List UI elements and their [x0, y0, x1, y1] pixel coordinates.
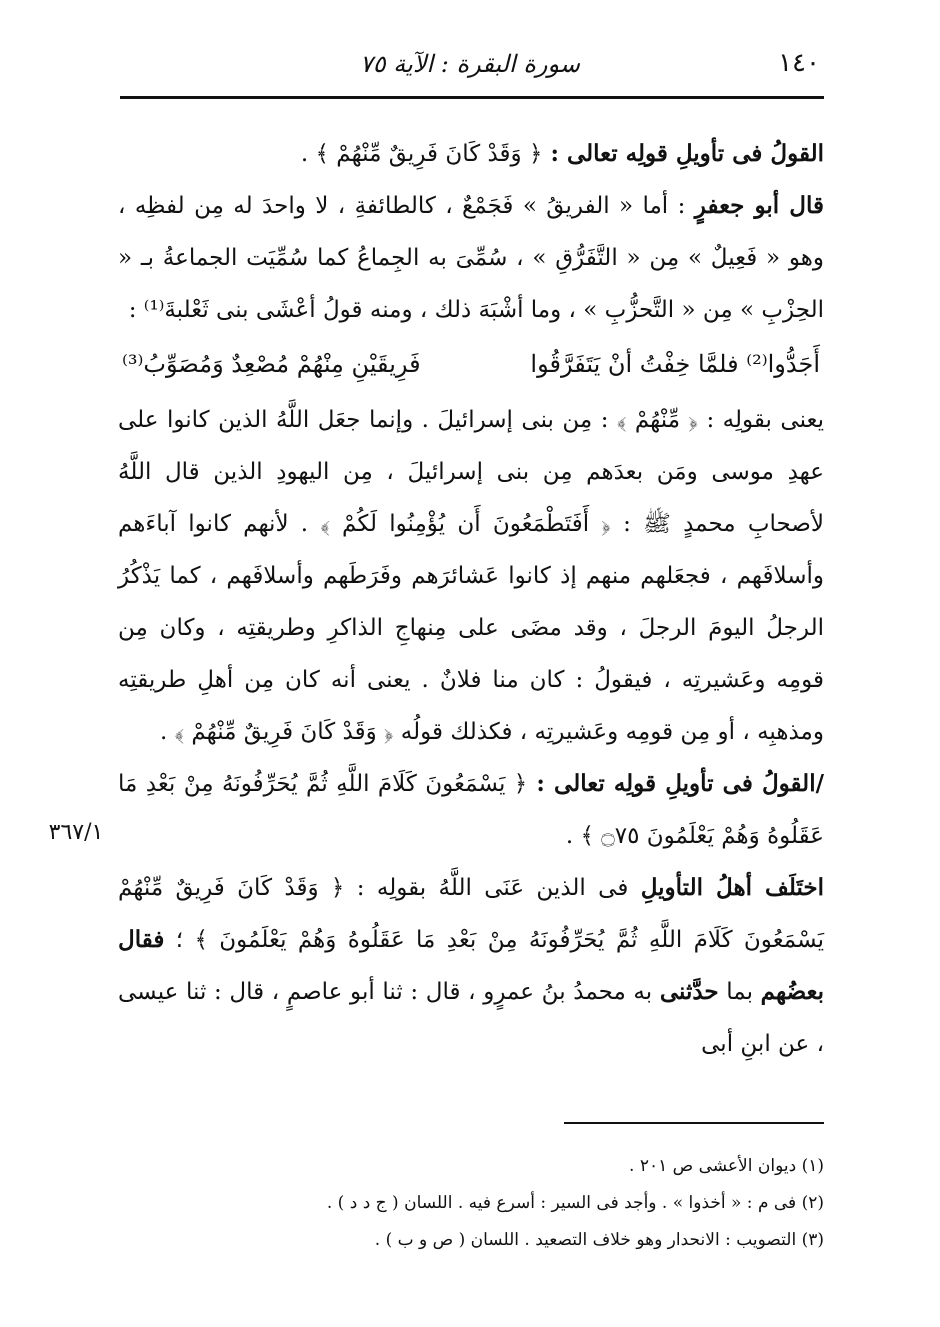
footnote-rule	[564, 1122, 824, 1124]
text-segment: بما	[718, 979, 761, 1005]
footnotes	[118, 1148, 824, 1259]
quran-quote: ﴿ يَسْمَعُونَ كَلَامَ اللَّهِ ثُمَّ يُحَرِّفُونَهُ مِنْ بَعْدِ مَا عَقَلُوهُ وَهُمْ يَعْلَمُونَ ۝٧٥ ﴾	[118, 771, 824, 849]
speaker-lead: قال أبو جعفرٍ	[694, 192, 824, 219]
footnote-1: (١) ديوان الأعشى ص ٢٠١ .	[629, 1156, 824, 1176]
poetry-verse	[118, 338, 824, 390]
text-segment: .	[159, 719, 175, 745]
main-text	[118, 128, 824, 1070]
section-heading-1	[118, 128, 824, 180]
paragraph-commentary	[118, 394, 824, 758]
verse-hemistich-2: فَرِيقَيْنِ مِنْهُمْ مُصْعِدٌ وَمُصَوِّبُ⁽³⁾	[122, 350, 421, 378]
paragraph-abu-jafar	[118, 180, 824, 336]
text-segment: به محمدُ بنُ عمرٍو ، قال : ثنا أبو عاصمٍ ، قال : ثنا عيسى ، عن ابنِ أبى	[118, 979, 824, 1057]
quran-quote: ﴿ وَقَدْ كَانَ فَرِيقٌ مِّنْهُمْ يَسْمَعُونَ كَلَامَ اللَّهِ ثُمَّ يُحَرِّفُونَهُ مِنْ بَعْدِ مَا عَقَلُوهُ وَهُمْ يَعْلَمُونَ ﴾	[118, 875, 825, 953]
page-header	[120, 48, 820, 92]
heading-tail: .	[300, 141, 316, 167]
footnote-2: (٢) فى م : « أخذوا » . وأجد فى السير : أسرع فيه . اللسان ( ج د د ) .	[326, 1193, 824, 1213]
paragraph-interpretations	[118, 862, 824, 1070]
quran-quote: ﴿ وَقَدْ كَانَ فَرِيقٌ مِّنْهُمْ ﴾	[315, 141, 543, 167]
header-rule	[120, 96, 824, 99]
quran-quote: ﴿ مِّنْهُمْ ﴾	[616, 407, 698, 433]
paragraph-text: : أما « الفريقُ » فَجَمْعٌ ، كالطائفةِ ، لا واحدَ له مِن لفظِه ، وهو « فَعِيلٌ » مِن « التَّفَرُّقِ » ، سُمِّىَ به الجِماعُ كما سُمِّيَت الجماعةُ بـ « الحِزْبِ » مِن « التَّحزُّبِ » ، وما أشْبَهَ ذلك ، ومنه قولُ أعْشَى بنى ثَعْلبةَ⁽¹⁾ :	[118, 193, 824, 323]
text-segment: ؛	[164, 927, 195, 953]
verse-hemistich-1: أَجَدُّوا⁽²⁾ فلمَّا خِفْتُ أنْ يَتَفَرَّقُوا	[530, 350, 820, 378]
section-heading-2	[118, 758, 824, 862]
bold-phrase: حدَّثنى	[659, 978, 719, 1005]
footnote-3: (٣) التصويب : الانحدار وهو خلاف التصعيد . اللسان ( ص و ب ) .	[374, 1230, 824, 1250]
heading-text: /القولُ فى تأويلِ قولِه تعالى :	[527, 770, 824, 797]
quran-quote: ﴿ أَفَتَطْمَعُونَ أَن يُؤْمِنُوا لَكُمْ ﴾	[320, 511, 611, 537]
page-number: ١٤٠	[778, 48, 820, 78]
heading-tail: .	[565, 823, 581, 849]
quran-quote: ﴿ وَقَدْ كَانَ فَرِيقٌ مِّنْهُمْ ﴾	[174, 719, 394, 745]
heading-text: القولُ فى تأويلِ قولِه تعالى :	[542, 140, 824, 167]
text-segment: فى الذين عَنَى اللَّهُ بقولِه :	[344, 875, 641, 901]
margin-reference: ٣٦٧/١	[48, 820, 104, 845]
text-segment: يعنى بقولِه :	[697, 407, 825, 433]
bold-phrase: فقال بعضُهم	[118, 926, 825, 1005]
text-segment: : مِن بنى إسرائيلَ . وإنما جعَل اللَّهُ الذين كانوا على عهدِ موسى ومَن بعدَهم مِن بنى إسرائيلَ ، مِن اليهودِ الذين قال اللَّهُ لأصحابِ محمدٍ ﷺ :	[118, 407, 825, 537]
text-segment: . لأنهم كانوا آباءَهم وأسلافَهم ، فجعَلهم منهم إذ كانوا عَشائرَهم وفَرَطَهم وأسلافَهم ، كما يَذْكُرُ الرجلُ اليومَ الرجلَ ، وقد مضَى على مِنهاجِ الذاكرِ وطريقتِه ، وكان مِن قومِه وعَشيرتِه ، فيقولُ : كان منا فلانٌ . يعنى أنه كان مِن أهلِ طريقتِه ومذهبِه ، أو مِن قومِه وعَشيرتِه ، فكذلك قولُه	[118, 511, 824, 745]
running-title: سورة البقرة : الآية ٧٥	[359, 50, 580, 78]
lead-phrase: اختَلَف أهلُ التأويلِ	[640, 874, 825, 901]
